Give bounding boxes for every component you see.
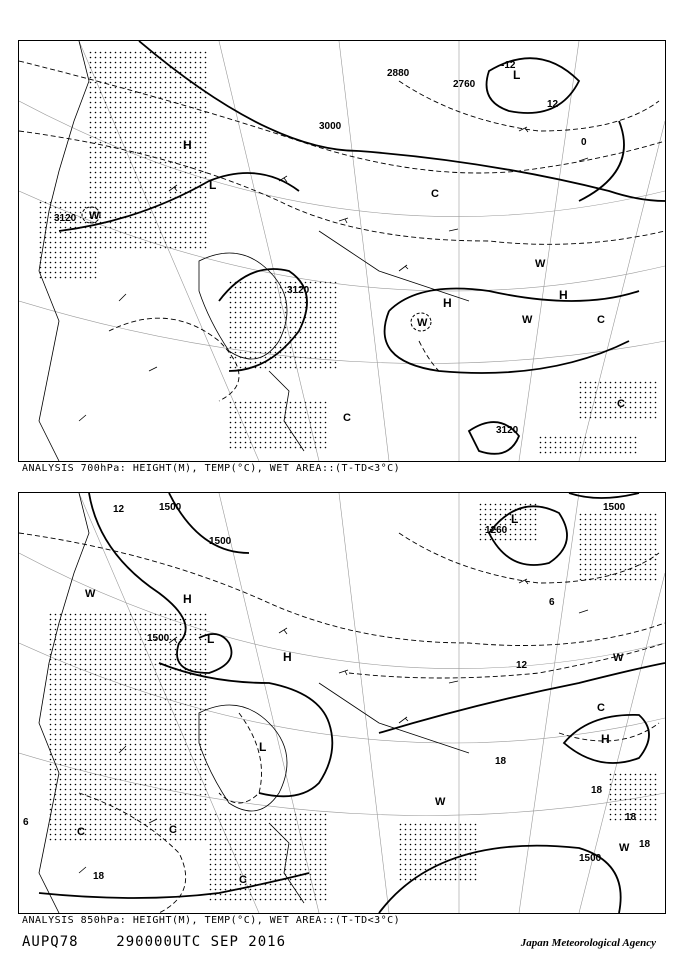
- high-center-symbol: H: [443, 296, 452, 310]
- map-850hpa-canvas: [19, 493, 665, 913]
- cold-center-symbol: C: [617, 398, 625, 410]
- contour-label: 2760: [453, 79, 476, 90]
- contour-label: 6: [549, 597, 555, 608]
- high-center-symbol: H: [283, 650, 292, 664]
- contour-label: 1500: [579, 853, 602, 864]
- wet-areas: [49, 503, 659, 903]
- warm-center-symbol: W: [89, 210, 100, 222]
- low-center-symbol: L: [209, 178, 217, 192]
- contour-label: 1500: [603, 502, 626, 513]
- contour-label: 6: [23, 817, 29, 828]
- warm-center-symbol: W: [613, 652, 624, 664]
- contour-label: -12: [501, 60, 516, 71]
- warm-center-symbol: W: [535, 258, 546, 270]
- warm-center-symbol: W: [619, 842, 630, 854]
- high-center-symbol: H: [183, 138, 192, 152]
- wet-areas: [39, 51, 659, 456]
- map-panel-850hpa: [18, 492, 666, 914]
- high-center-symbol: H: [601, 732, 610, 746]
- low-center-symbol: L: [207, 632, 215, 646]
- contour-label: 12: [113, 504, 125, 515]
- warm-center-symbol: W: [435, 796, 446, 808]
- contour-label: 18: [495, 756, 507, 767]
- chart-header: [22, 934, 286, 950]
- contour-label: 3120: [287, 285, 310, 296]
- cold-center-symbol: C: [239, 874, 247, 886]
- cold-center-symbol: C: [343, 412, 351, 424]
- contour-label: 3120: [54, 213, 77, 224]
- cold-center-symbol: C: [169, 824, 177, 836]
- contour-label: 1500: [159, 502, 182, 513]
- valid-time: 290000UTC SEP 2016: [116, 934, 287, 950]
- contour-label: 18: [625, 812, 637, 823]
- cold-center-symbol: C: [597, 702, 605, 714]
- warm-center-symbol: W: [85, 588, 96, 600]
- contour-label: 18: [93, 871, 105, 882]
- contour-label: 1260: [485, 525, 508, 536]
- high-center-symbol: H: [559, 288, 568, 302]
- caption-700hpa: ANALYSIS 700hPa: HEIGHT(M), TEMP(°C), WET AREA::(T-TD<3°C): [22, 463, 401, 474]
- contour-label: 12: [547, 99, 559, 110]
- contour-label: 18: [639, 839, 651, 850]
- agency-name: Japan Meteorological Agency: [520, 937, 656, 949]
- chart-id: AUPQ78: [22, 934, 79, 950]
- warm-center-symbol: W: [522, 314, 533, 326]
- cold-center-symbol: C: [431, 188, 439, 200]
- caption-850hpa: ANALYSIS 850hPa: HEIGHT(M), TEMP(°C), WET AREA::(T-TD<3°C): [22, 915, 401, 926]
- low-center-symbol: L: [513, 68, 521, 82]
- low-center-symbol: L: [259, 740, 267, 754]
- map-700hpa-canvas: [19, 41, 665, 461]
- contour-label: 3000: [319, 121, 342, 132]
- cold-center-symbol: C: [597, 314, 605, 326]
- contour-label: 12: [516, 660, 528, 671]
- high-center-symbol: H: [183, 592, 192, 606]
- contour-label: 1500: [147, 633, 170, 644]
- contour-label: 18: [591, 785, 603, 796]
- contour-label: 2880: [387, 68, 410, 79]
- low-center-symbol: L: [511, 512, 519, 526]
- contour-label: 3120: [496, 425, 519, 436]
- cold-center-symbol: C: [77, 826, 85, 838]
- contour-label: 1500: [209, 536, 232, 547]
- contour-label: 0: [581, 137, 587, 148]
- warm-center-symbol: W: [417, 317, 428, 329]
- map-panel-700hpa: [18, 40, 666, 462]
